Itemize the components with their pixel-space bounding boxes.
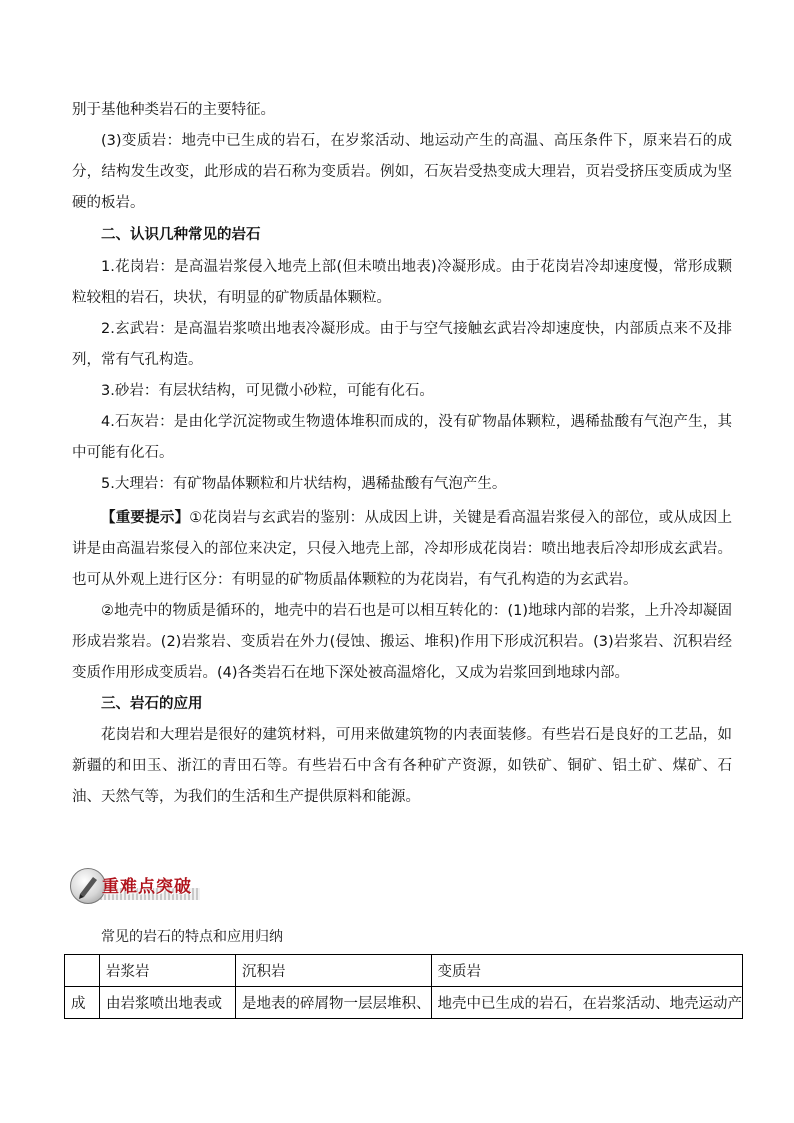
table-header-row (65, 955, 743, 987)
table-cell: 是地表的碎屑物一层层堆积、 (236, 987, 432, 1019)
paragraph-applications: 花岗岩和大理岩是很好的建筑材料，可用来做建筑物的内表面装修。有些岩石是良好的工艺品，如新疆的和田玉、浙江的青田石等。有些岩石中含有各种矿产资源，如铁矿、铜矿、铝土矿、煤矿、石油、天然气等，为我们的生活和生产提供原料和能源。 (72, 727, 732, 805)
paragraph-important-tip (72, 503, 732, 596)
paragraph-sedimentary-end: 别于基他种类岩石的主要特征。 (72, 102, 275, 118)
heading-rock-applications: 三、岩石的应用 (101, 696, 203, 712)
paragraph-sandstone: 3.砂岩：有层状结构，可见微小砂粒，可能有化石。 (101, 383, 434, 399)
paragraph-limestone: 4.石灰岩：是由化学沉淀物或生物遗体堆积而成的，没有矿物晶体颗粒，遇稀盐酸有气泡产生，其中可能有化石。 (72, 414, 732, 461)
table-header-cell: 变质岩 (431, 955, 743, 987)
pen-icon (70, 868, 106, 904)
table-cell: 地壳中已生成的岩石，在岩浆活动、地壳运动产 (431, 987, 743, 1019)
paragraph-rock-cycle: ②地壳中的物质是循环的，地壳中的岩石也是可以相互转化的：(1)地球内部的岩浆，上升冷却凝固形成岩浆岩。(2)岩浆岩、变质岩在外力(侵蚀、搬运、堆积)作用下形成沉积岩。(3)岩浆岩、沉积岩经变质作用形成变质岩。(4)各类岩石在地下深处被高温熔化，又成为岩浆回到地球内部。 (72, 603, 732, 681)
table-header-cell: 岩浆岩 (100, 955, 236, 987)
paragraph-basalt: 2.玄武岩：是高温岩浆喷出地表冷凝形成。由于与空气接触玄武岩冷却速度快，内部质点来不及排列，常有气孔构造。 (72, 321, 732, 368)
paragraph-granite: 1.花岗岩：是高温岩浆侵入地壳上部(但未喷出地表)冷凝形成。由于花岗岩冷却速度慢，常形成颗粒较粗的岩石，块状，有明显的矿物质晶体颗粒。 (72, 259, 732, 306)
paragraph-metamorphic: (3)变质岩：地壳中已生成的岩石，在岁浆活动、地运动产生的高温、高压条件下，原来岩石的成分，结构发生改变，此形成的岩石称为变质岩。例如，石灰岩受热变成大理岩，页岩受挤压变质成为坚硬的板岩。 (72, 133, 732, 211)
section-banner (70, 868, 200, 904)
tip-label: 【重要提示】 (101, 510, 190, 526)
rock-summary-table (64, 954, 743, 1019)
table-row (65, 987, 743, 1019)
table-cell: 成 (65, 987, 100, 1019)
tip-text: ①花岗岩与玄武岩的鉴别：从成因上讲，关键是看高温岩浆侵入的部位，或从成因上讲是由高温岩浆侵入的部位来决定，只侵入地壳上部，冷却形成花岗岩：喷出地表后冷却形成玄武岩。也可从外观上进行区分：有明显的矿物质晶体颗粒的为花岗岩，有气孔构造的为玄武岩。 (72, 510, 733, 588)
banner-title: 重难点突破 (102, 877, 192, 897)
table-header-cell: 沉积岩 (236, 955, 432, 987)
paragraph-marble: 5.大理岩：有矿物晶体颗粒和片状结构，遇稀盐酸有气泡产生。 (101, 476, 507, 492)
heading-common-rocks: 二、认识几种常见的岩石 (101, 227, 261, 243)
table-cell: 由岩浆喷出地表或 (100, 987, 236, 1019)
table-caption: 常见的岩石的特点和应用归纳 (101, 929, 283, 945)
table-header-cell (65, 955, 100, 987)
